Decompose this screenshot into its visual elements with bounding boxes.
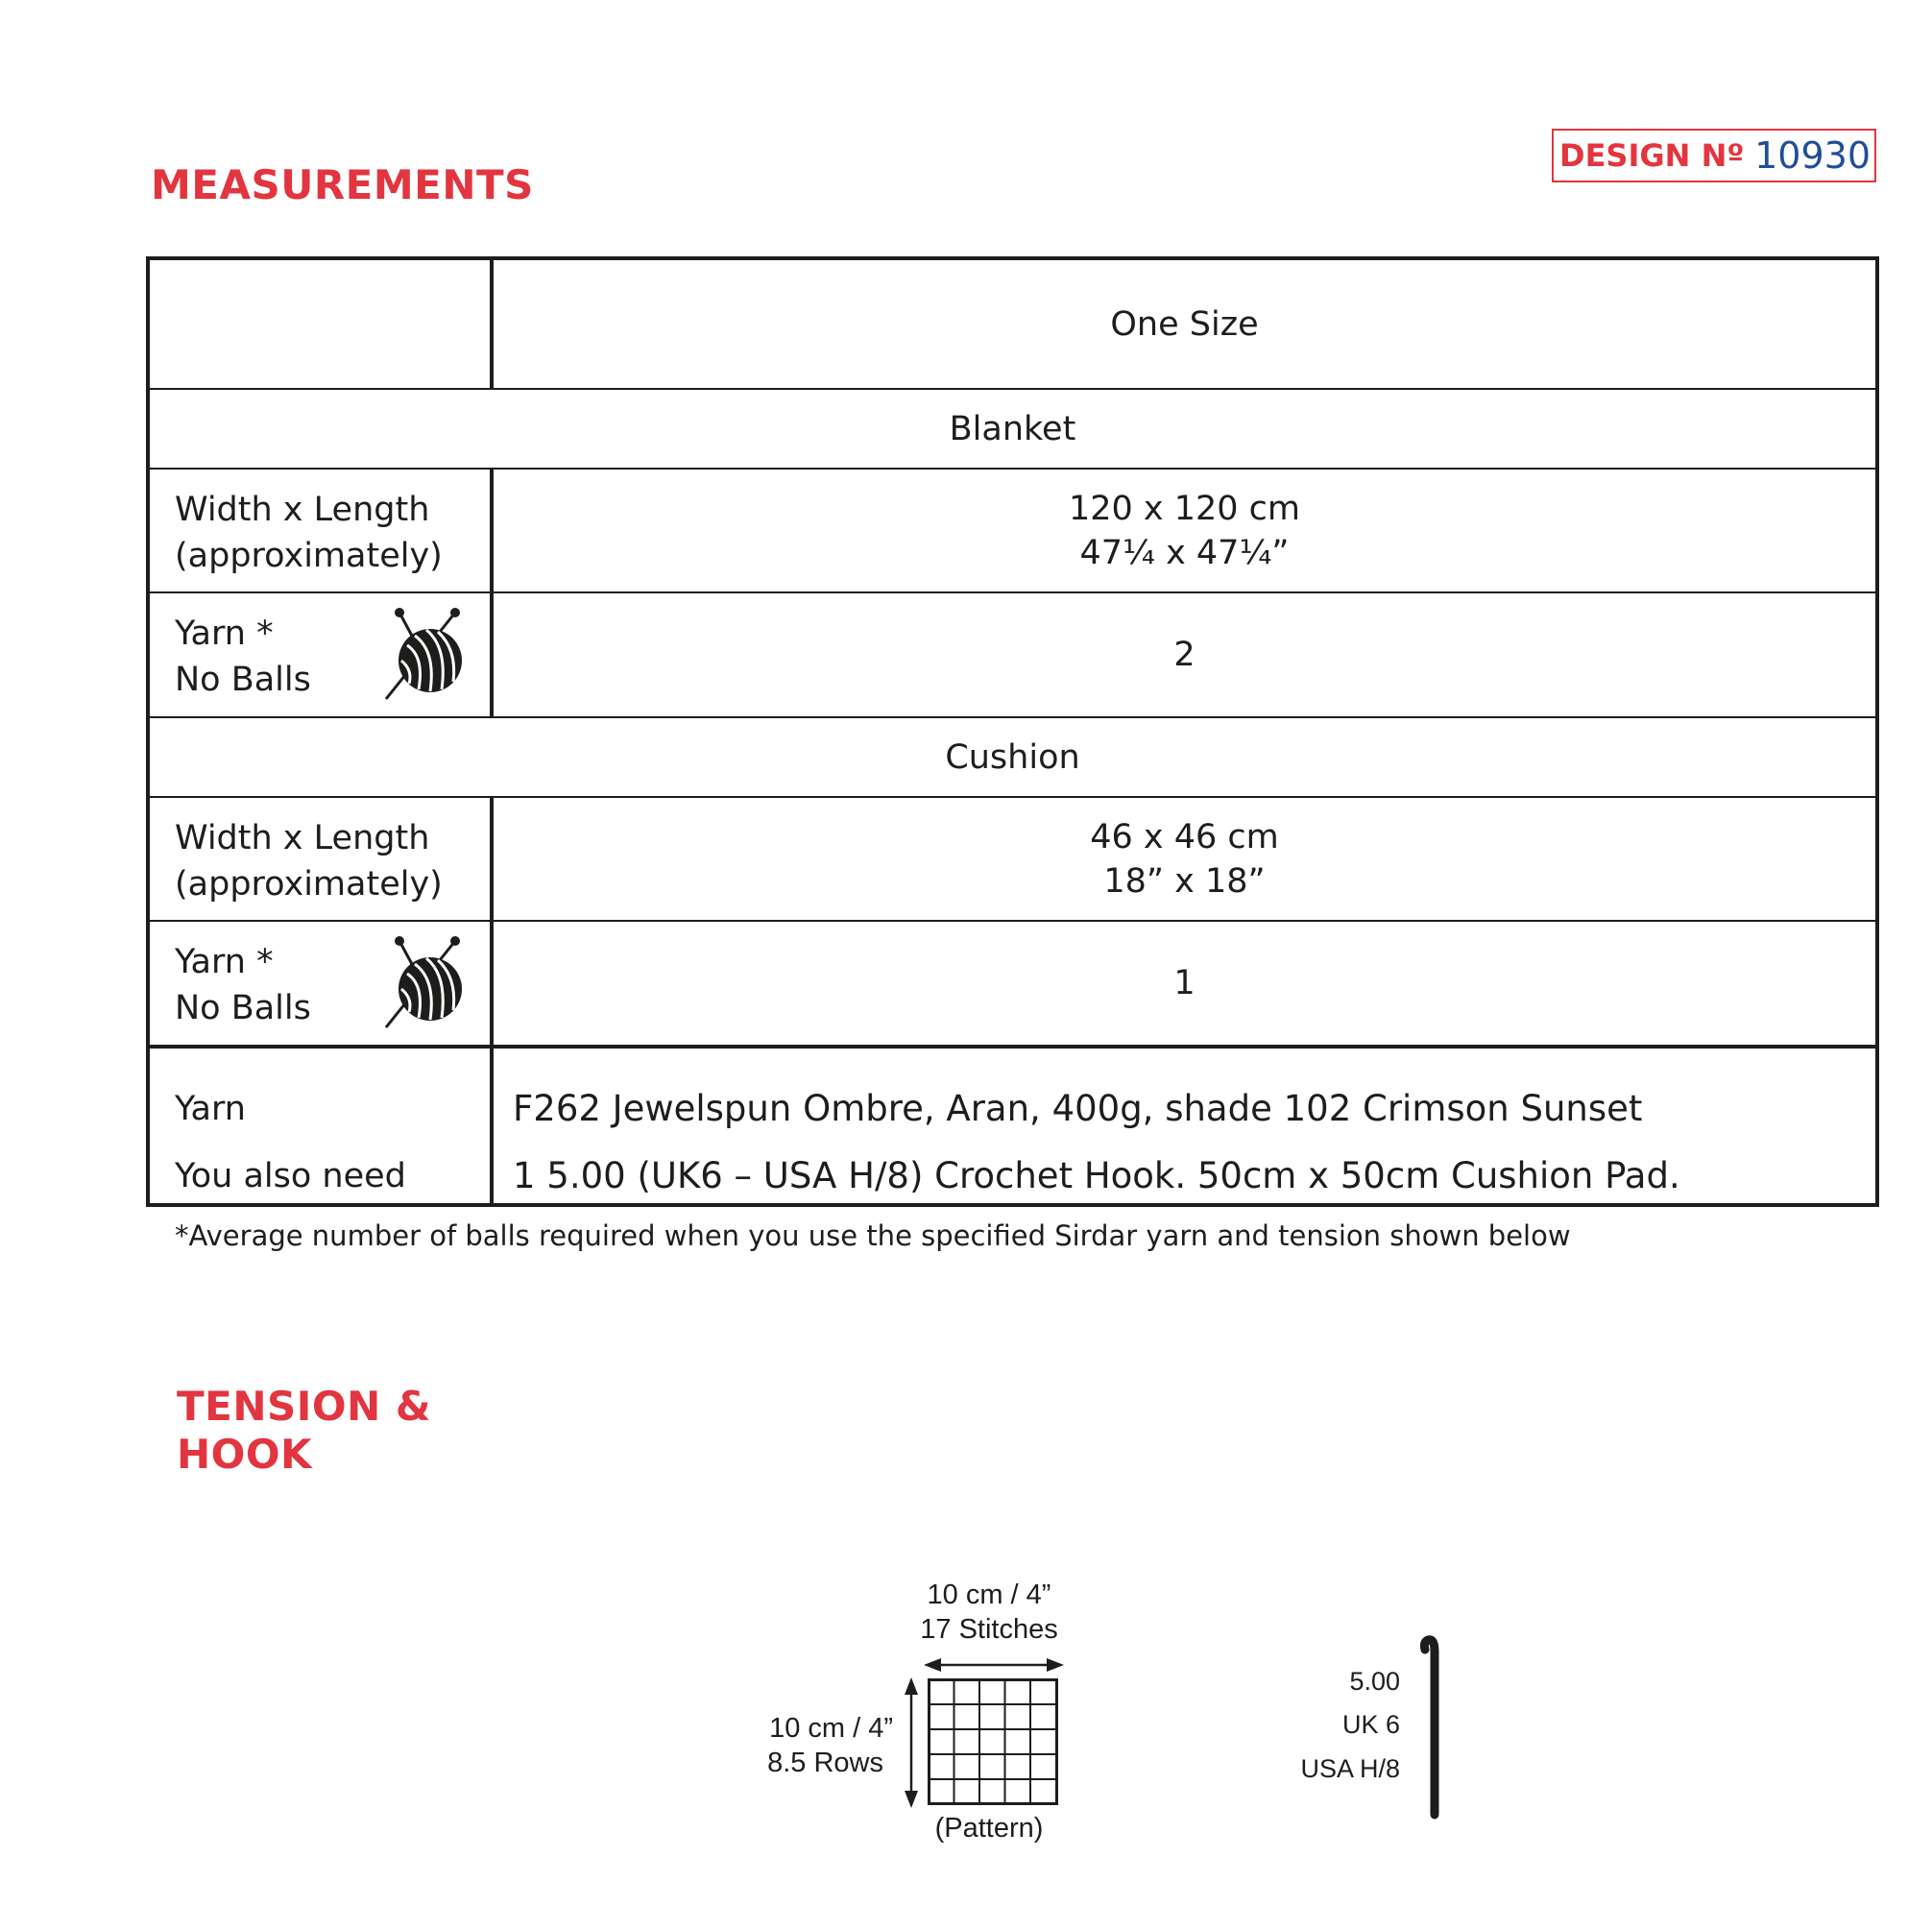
footnote: *Average number of balls required when you use the specified Sirdar yarn and tension shown below <box>175 1219 1571 1252</box>
blanket-balls-value <box>494 593 1875 716</box>
cushion-dimensions-label <box>150 798 494 920</box>
yarn-requirements-row <box>150 1045 1875 1203</box>
yarn-label-line1: Yarn * <box>175 615 274 653</box>
dimensions-label-line2: (approximately) <box>175 537 443 575</box>
design-number-box <box>1552 129 1876 182</box>
table-header-row <box>150 260 1875 388</box>
blanket-dimensions-value <box>494 470 1875 591</box>
yarn-label-line1: Yarn * <box>175 943 274 981</box>
blanket-yarn-row <box>150 591 1875 716</box>
hook-size-uk: UK 6 <box>1341 1710 1400 1739</box>
blanket-section-row <box>150 388 1875 468</box>
measurements-table <box>146 256 1879 1207</box>
yarn-value: F262 Jewelspun Ombre, Aran, 400g, shade 102 Crimson Sunset <box>513 1088 1643 1129</box>
yarn-label-line2: No Balls <box>175 989 311 1027</box>
design-number: 10930 <box>1754 134 1871 177</box>
blanket-dimensions-metric: 120 x 120 cm <box>1068 489 1301 528</box>
cushion-dimensions-metric: 46 x 46 cm <box>1090 817 1279 856</box>
design-label: DESIGN Nº <box>1559 137 1745 174</box>
yarn-ball-needles-icon <box>380 935 467 1031</box>
dimensions-label-line2: (approximately) <box>175 865 443 904</box>
tension-pattern-note: (Pattern) <box>934 1813 1044 1844</box>
cushion-dimensions-imperial: 18” x 18” <box>1103 861 1266 901</box>
tension-stitches: 17 Stitches <box>920 1614 1058 1645</box>
also-need-value: 1 5.00 (UK6 – USA H/8) Crochet Hook. 50cm x 50cm Cushion Pad. <box>513 1155 1680 1196</box>
blanket-yarn-label <box>150 593 494 716</box>
tension-width-measure: 10 cm / 4” <box>927 1579 1051 1610</box>
blanket-dimensions-row <box>150 468 1875 591</box>
yarn-label: Yarn <box>175 1090 246 1128</box>
blanket-dimensions-label <box>150 470 494 591</box>
header-empty-cell <box>150 260 494 388</box>
cushion-yarn-label <box>150 922 494 1045</box>
cushion-section-row <box>150 716 1875 796</box>
also-need-label: You also need <box>175 1157 406 1195</box>
crochet-hook-icon <box>1421 1632 1450 1819</box>
size-header: One Size <box>1110 304 1259 344</box>
rows-arrow <box>897 1676 926 1810</box>
tension-height-measure: 10 cm / 4” <box>769 1713 893 1744</box>
cushion-balls-value <box>494 922 1875 1045</box>
hook-size-usa: USA H/8 <box>1300 1754 1400 1783</box>
tension-rows: 8.5 Rows <box>767 1748 883 1778</box>
cushion-section-title: Cushion <box>945 737 1080 777</box>
hook-size-metric: 5.00 <box>1349 1667 1400 1696</box>
cushion-dimensions-value <box>494 798 1875 920</box>
yarn-ball-needles-icon <box>380 607 467 703</box>
measurements-heading: MEASUREMENTS <box>151 161 534 208</box>
requirements-values <box>494 1049 1875 1203</box>
tension-hook-heading: TENSION & HOOK <box>177 1383 431 1479</box>
cushion-dimensions-row <box>150 796 1875 920</box>
blanket-balls-count: 2 <box>1173 636 1195 674</box>
dimensions-label-line1: Width x Length <box>175 819 430 857</box>
blanket-dimensions-imperial: 47¼ x 47¼” <box>1079 533 1290 572</box>
requirements-labels <box>150 1049 494 1203</box>
yarn-label-line2: No Balls <box>175 661 311 699</box>
cushion-yarn-row <box>150 920 1875 1045</box>
tension-grid <box>928 1678 1058 1805</box>
dimensions-label-line1: Width x Length <box>175 491 430 529</box>
cushion-balls-count: 1 <box>1173 964 1195 1002</box>
blanket-section-title: Blanket <box>949 409 1076 448</box>
